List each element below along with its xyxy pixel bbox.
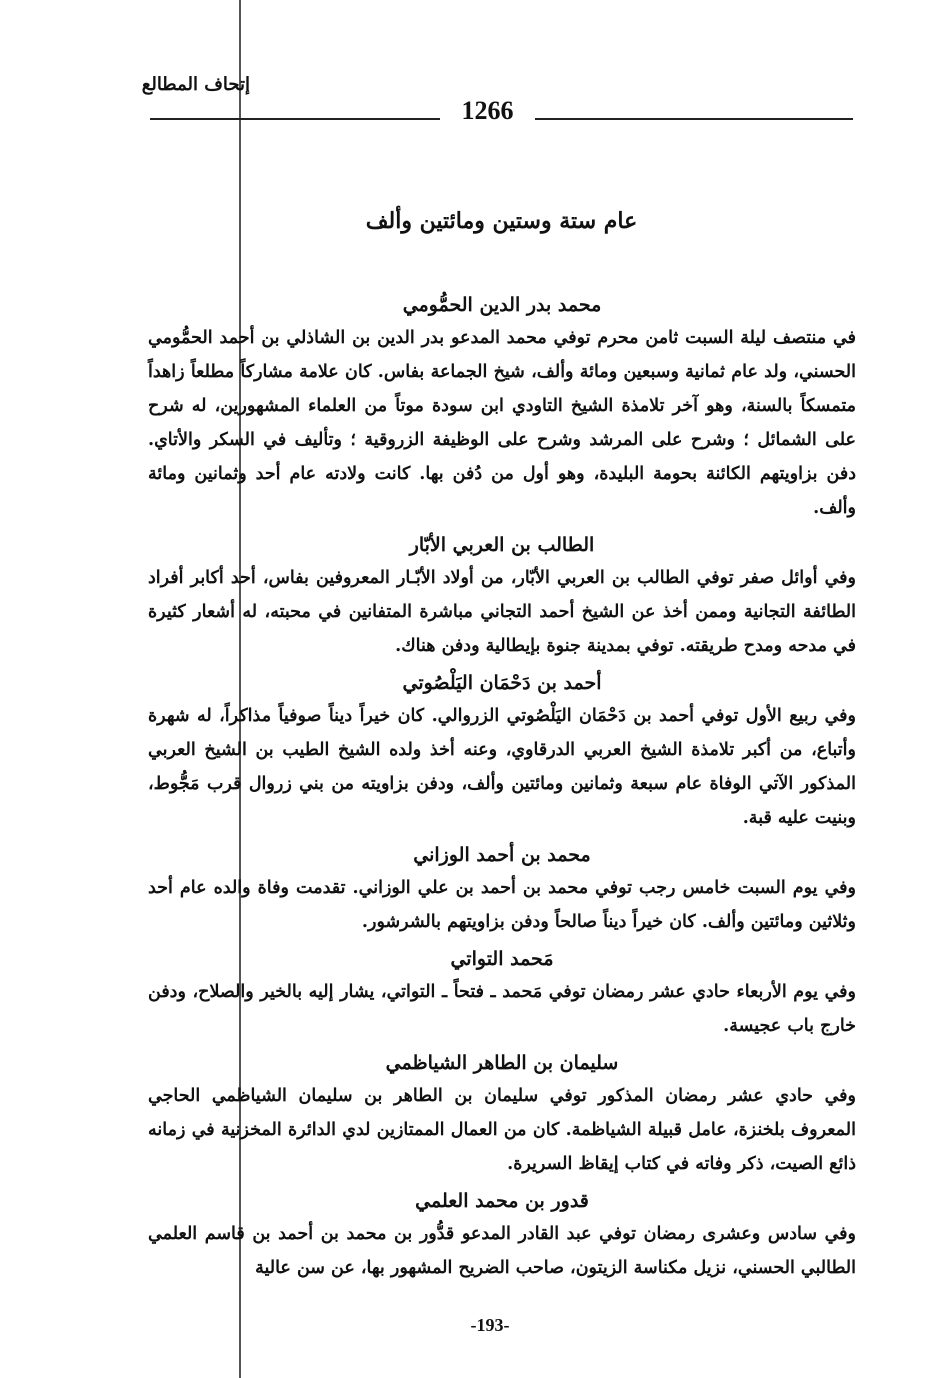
- entry-text: في منتصف ليلة السبت ثامن محرم توفي محمد المدعو بدر الدين بن الشاذلي بن أحمد الحمُّومي الحسني، ولد عام ثمانية وسبعين ومائة وألف، شيخ الجماعة بفاس. كان علامة مشاركاً مطلعاً زاهداً متمسكاً بالسنة، وهو آخر تلامذة الشيخ التاودي ابن سودة موتاً من العلماء المشهورين، له شرح على الشمائل ؛ وشرح على المرشد وشرح على الوظيفة الزروقية ؛ وتأليف في السكر والأتاي. دفن بزاويتهم الكائنة بحومة البليدة، وهو أول من دُفن بها. كانت ولادته عام أحد وثمانين ومائة وألف.: [148, 328, 856, 518]
- header-rule-right: [535, 118, 853, 120]
- entry: [148, 1185, 856, 1285]
- entry-name: الطالب بن العربي الأبّار: [409, 534, 595, 556]
- entry-text: وفي أوائل صفر توفي الطالب بن العربي الأبّار، من أولاد الأبّـار المعروفين بفاس، أحد أكابر أفراد الطائفة التجانية وممن أخذ عن الشيخ أحمد التجاني مباشرة المتفانين في محبته، له أشعار كثيرة في مدحه ومدح طريقته. توفي بمدينة جنوة بإيطالية ودفن هناك.: [148, 568, 856, 656]
- entries-container: [148, 285, 856, 1285]
- entry-text: وفي حادي عشر رمضان المذكور توفي سليمان بن الطاهر بن سليمان الشياظمي الحاجي المعروف بلخنزة، عامل قبيلة الشياظمة. كان من العمال الممتازين لدي الدائرة المخزنية في زمانه ذائع الصيت، ذكر وفاته في كتاب إيقاظ السريرة.: [148, 1086, 856, 1174]
- entry-body: [148, 975, 856, 1043]
- entry-text: وفي سادس وعشرى رمضان توفي عبد القادر المدعو قدُّور بن محمد بن أحمد بن قاسم العلمي الطالبي الحسني، نزيل مكناسة الزيتون، صاحب الضريح المشهور بها، عن سن عالية: [148, 1224, 856, 1278]
- entry-name: أحمد بن دَحْمَان اليَلْصُوتي: [402, 672, 602, 694]
- entry: [148, 839, 856, 939]
- entry-body: [148, 699, 856, 835]
- entry-text: وفي ربيع الأول توفي أحمد بن دَحْمَان اليَلْصُوتي الزروالي. كان خيراً ديناً صوفياً مذاكراً، له شهرة وأتباع، من أكبر تلامذة الشيخ العربي الدرقاوي، وعنه أخذ ولده الشيخ الطيب بن الشيخ العربي المذكور الآتي الوفاة عام سبعة وثمانين ومائتين وألف، ودفن بزاويته من بني زروال قرب مَجُّوط، وبنيت عليه قبة.: [148, 706, 856, 828]
- entry: [148, 1047, 856, 1181]
- entry-body: [148, 561, 856, 663]
- header-rule-left: [150, 118, 440, 120]
- entry: [148, 289, 856, 525]
- entry: [148, 943, 856, 1043]
- entry-body: [148, 1217, 856, 1285]
- entry: [148, 529, 856, 663]
- entry-name: مَحمد التواتي: [450, 948, 554, 970]
- entry: [148, 667, 856, 835]
- folio-number: -193-: [470, 1315, 510, 1335]
- running-title: إتحاف المطالع: [141, 74, 250, 95]
- entry-body: [148, 1079, 856, 1181]
- entry-text: وفي يوم السبت خامس رجب توفي محمد بن أحمد بن علي الوزاني. تقدمت وفاة والده عام أحد وثلاثين ومائتين وألف. كان خيراً ديناً صالحاً ودفن بزاويتهم بالشرشور.: [148, 878, 856, 932]
- page-number: 1266: [461, 96, 514, 125]
- entry-body: [148, 871, 856, 939]
- entry-name: سليمان بن الطاهر الشياظمي: [385, 1052, 619, 1074]
- entry-name: محمد بدر الدين الحمُّومي: [402, 294, 602, 316]
- entry-text: وفي يوم الأربعاء حادي عشر رمضان توفي مَحمد ـ فتحاً ـ التواتي، يشار إليه بالخير والصلاح، ودفن خارج باب عجيسة.: [148, 982, 856, 1036]
- year-title: عام ستة وستين ومائتين وألف: [365, 208, 638, 234]
- entry-body: [148, 321, 856, 525]
- entry-name: محمد بن أحمد الوزاني: [413, 844, 591, 866]
- entry-name: قدور بن محمد العلمي: [415, 1190, 589, 1212]
